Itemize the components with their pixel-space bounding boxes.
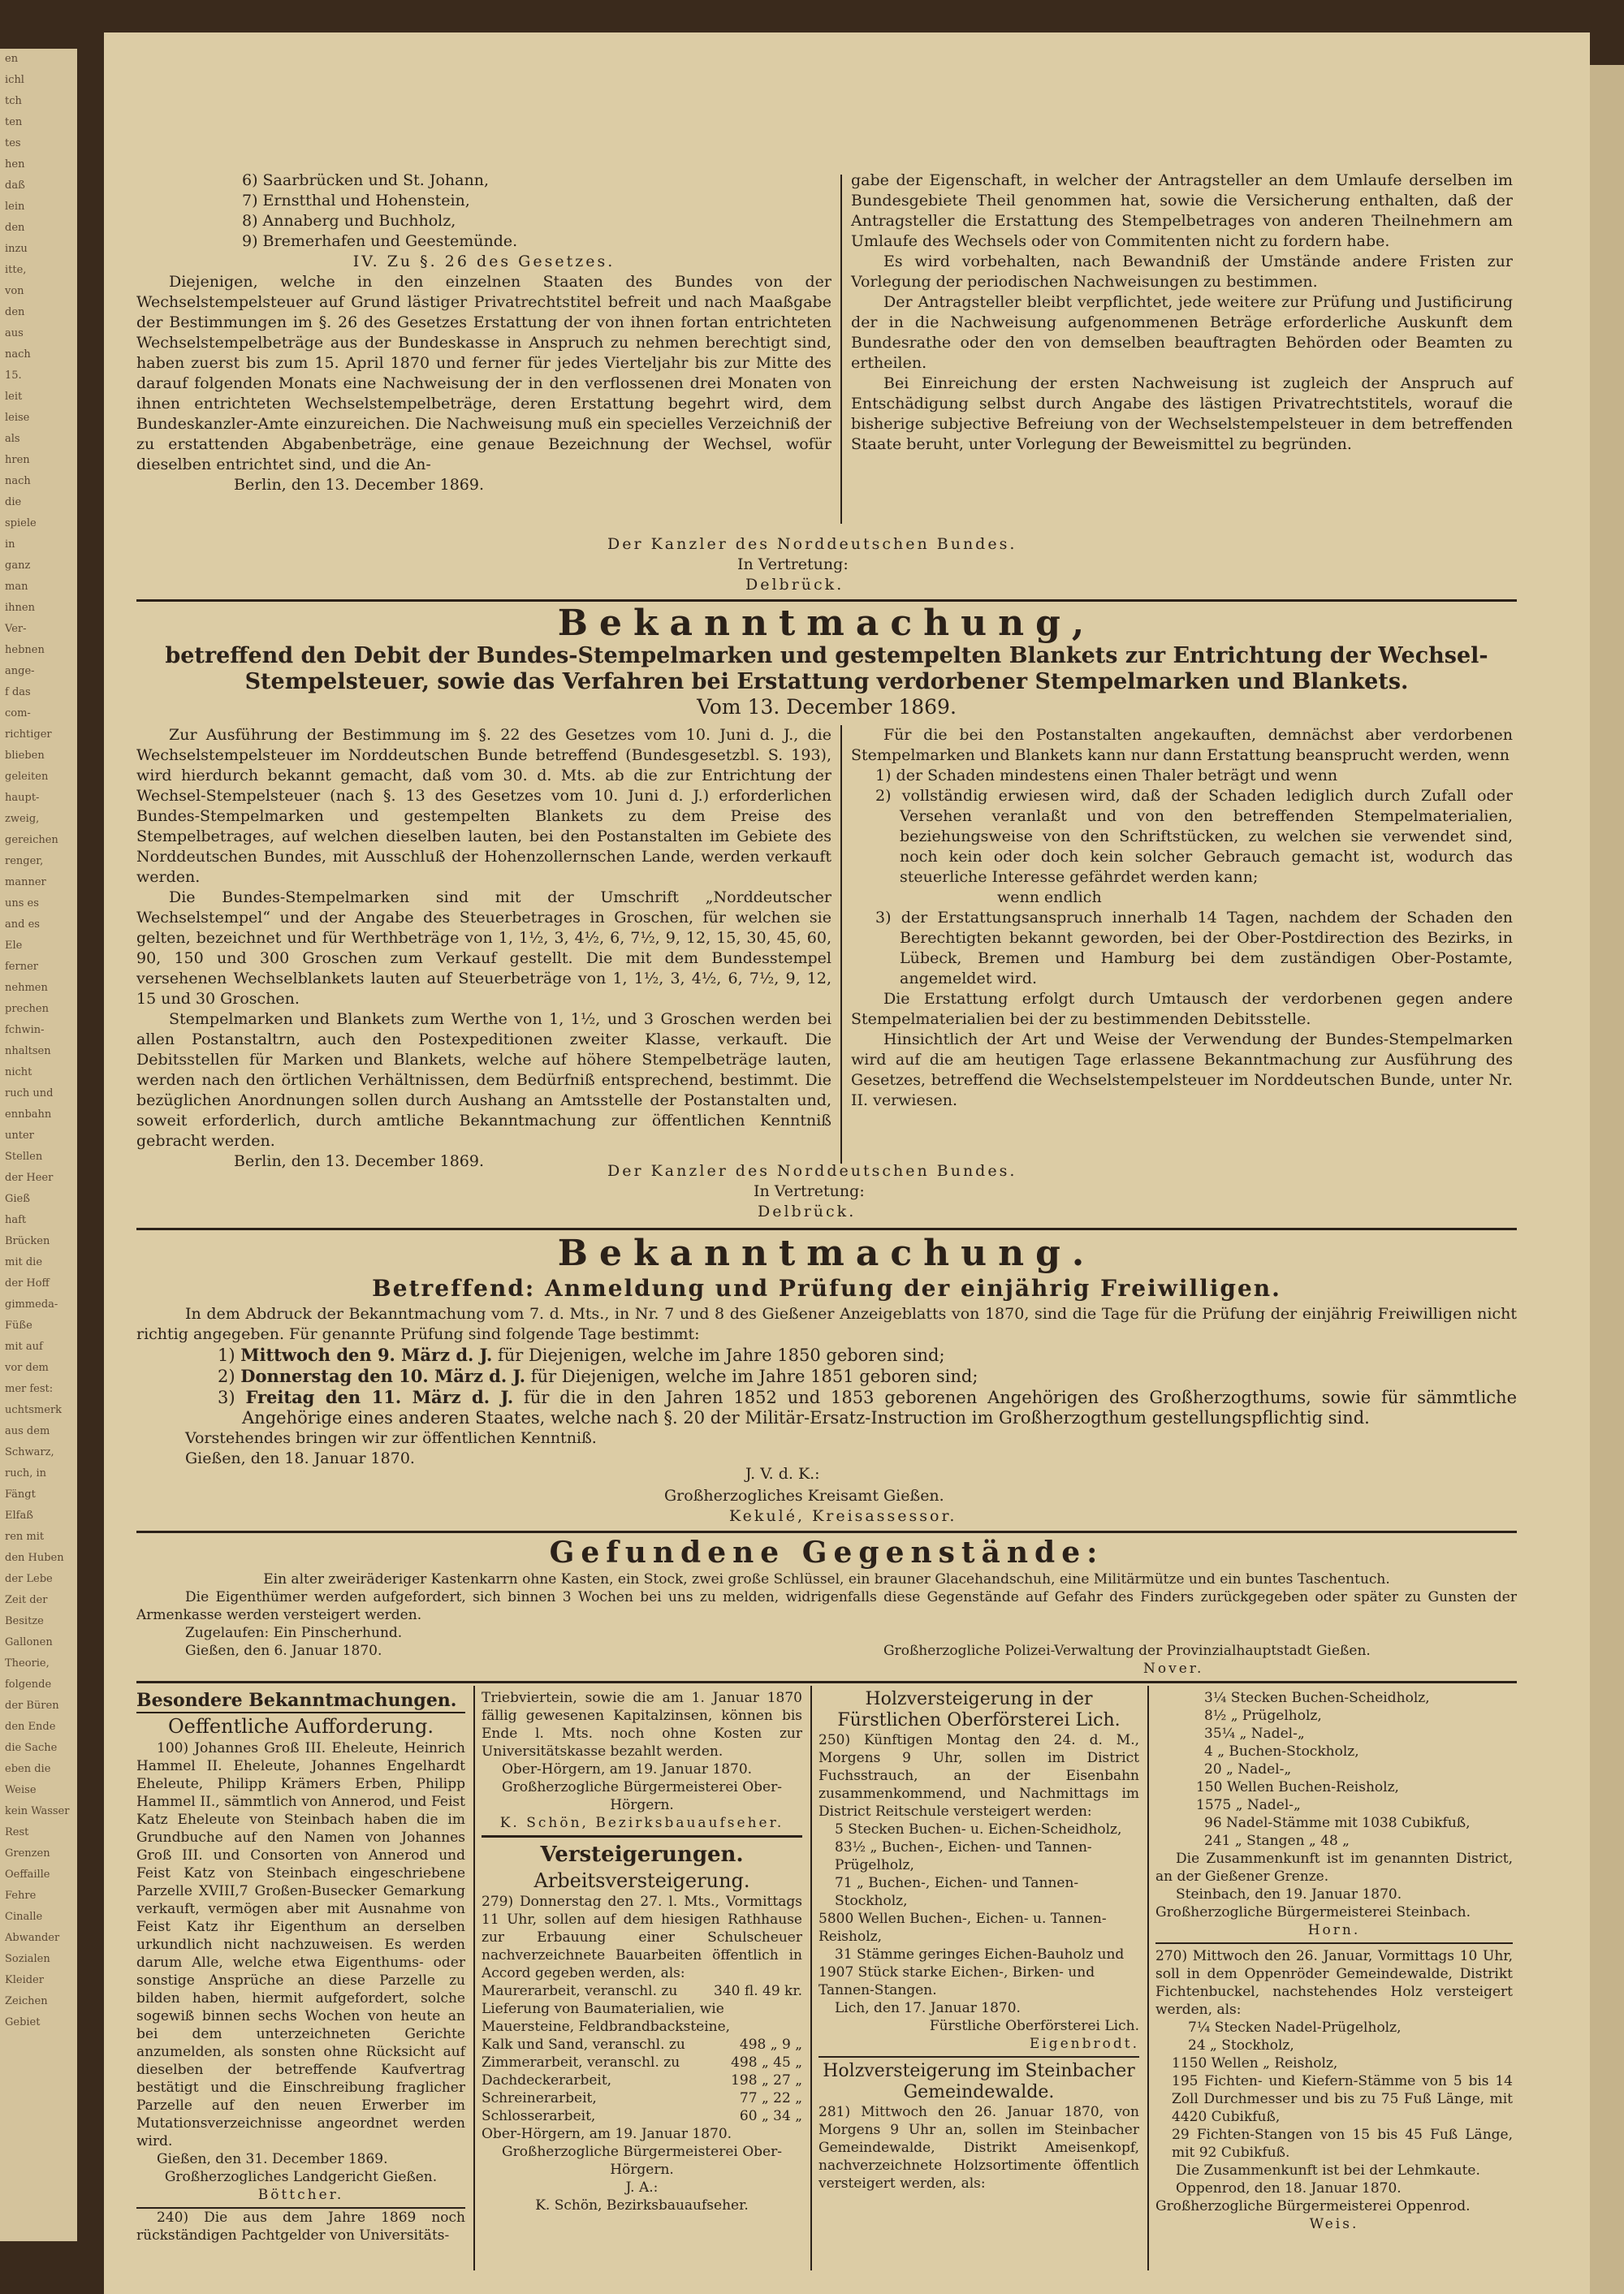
left-page-fragment: nehmen bbox=[5, 982, 48, 994]
left-page-fragment: den bbox=[5, 306, 25, 318]
signer-name: Delbrück. bbox=[745, 576, 844, 594]
paragraph: Zugelaufen: Ein Pinscherhund. bbox=[185, 1625, 403, 1641]
left-page-fragment: den Huben bbox=[5, 1552, 64, 1564]
left-page-fragment: ichl bbox=[5, 74, 24, 86]
left-page-fragment: ennbahn bbox=[5, 1108, 52, 1121]
paragraph: Ein alter zweiräderiger Kastenkarrn ohne Kasten, ein Stock, zwei große Schlüssel, ein brauner Glacehandschuh, eine Militärmütze und ein buntes Taschentuch. bbox=[263, 1571, 1390, 1588]
section-heading: Versteigerungen. bbox=[540, 1843, 744, 1867]
list-item: 31 Stämme geringes Eichen-Bauholz und bbox=[835, 1946, 1125, 1963]
left-page-fragment: Brücken bbox=[5, 1235, 50, 1247]
left-page-fragment: den Ende bbox=[5, 1721, 56, 1733]
left-page-fragment: man bbox=[5, 581, 28, 593]
left-page-fragment: der Büren bbox=[5, 1700, 59, 1712]
paragraph: Die Zusammenkunft ist im genannten District, an der Gießener Grenze. bbox=[1155, 1851, 1513, 1885]
subheading: Oeffentliche Aufforderung. bbox=[167, 1715, 434, 1738]
col4 bbox=[1155, 1689, 1513, 2233]
date: Oppenrod, den 18. Januar 1870. bbox=[1176, 2180, 1402, 2197]
left-page-fragment: eben die bbox=[5, 1763, 51, 1775]
divider bbox=[818, 2056, 1139, 2058]
left-page-fragment: ihnen bbox=[5, 602, 35, 614]
paragraph: Die Bundes-Stempelmarken sind mit der Umschrift „Norddeutscher Wechselstempel“ und der Angabe des Steuerbetrages in Groschen, für welchen sie gelten, bezeichnet und für Werthbeträge von 1, 1½, 3, 4½, 6, 7½, 9, 12, 15, 30, 45, 60, 90, 150 und 300 Groschen zum Verkauf gestellt. Die mit dem Bundesstempel versehenen Wechselblankets lauten auf Steuerbeträge von 1, 1½, 3, 4½, 6, 7½, 9, 12, 15 und 30 Groschen. bbox=[136, 888, 831, 1008]
left-page-fragment: ganz bbox=[5, 559, 31, 572]
left-page-fragment: Gieß bbox=[5, 1193, 30, 1205]
col1 bbox=[136, 1689, 465, 2244]
left-page-fragment: mit die bbox=[5, 1256, 43, 1268]
section-heading: IV. Zu §. 26 des Gesetzes. bbox=[352, 253, 615, 270]
paragraph: Stempelmarken und Blankets zum Werthe von 1, 1½, und 3 Groschen werden bei allen Postanstaltrn, auch den Postexpeditionen zweiter Klasse, verkauft. Die Debitsstellen für Marken und Blankets, welche auf höhere Stempelbeträge lauten, werden nach den örtlichen Verhältnissen, dem Bedürfniß entsprechend, bestimmt. Die bezüglichen Anordnungen sollen durch Aushang an Amtsstelle der Postanstalten und, soweit erforderlich, durch amtliche Bekanntmachung zur öffentlichen Kenntniß gebracht werden. bbox=[136, 1010, 831, 1150]
left-page-fragment: Schwarz, bbox=[5, 1446, 54, 1458]
left-page-fragment: Fängt bbox=[5, 1488, 36, 1501]
left-page-fragment: Zeit der bbox=[5, 1594, 48, 1606]
left-page-fragment: haft bbox=[5, 1214, 27, 1226]
section-heading: Holzversteigerung im Steinbacher Gemeindewalde. bbox=[823, 2061, 1135, 2102]
date: Ober-Hörgern, am 19. Januar 1870. bbox=[502, 1761, 753, 1778]
top-right-column bbox=[851, 171, 1513, 455]
left-page-fragment: kein Wasser bbox=[5, 1805, 70, 1817]
column-rule bbox=[840, 725, 842, 1164]
notice1-right-column bbox=[851, 725, 1513, 1111]
left-page-fragment: richtiger bbox=[5, 728, 52, 741]
signer-name: Delbrück. bbox=[758, 1203, 857, 1220]
left-page-fragment: tes bbox=[5, 137, 21, 149]
paragraph: Hinsichtlich der Art und Weise der Verwendung der Bundes-Stempelmarken wird auf die am heutigen Tage erlassene Bekanntmachung zur Ausführung des Gesetzes, betreffend die Wechselstempelsteuer im Norddeutschen Bunde, unter Nr. II. verwiesen. bbox=[851, 1030, 1513, 1109]
price-row: Lieferung von Baumaterialien, wie Mauersteine, Feldbrandbacksteine, Kalk und Sand, veranschl. zu 498 „ 9 „ bbox=[482, 2001, 802, 2053]
list-item: 2) vollständig erwiesen wird, daß der Schaden lediglich durch Zufall oder Versehen veranlaßt und von den betreffenden Stempelmaterialien, beziehungsweise von den Schriftstücken, zu welchen sie verwendet sind, noch kein oder doch kein solcher Gebrauch gemacht ist, wodurch das steuerliche Interesse gefährdet werden kann; bbox=[875, 787, 1513, 886]
left-page-margin bbox=[0, 49, 77, 2241]
left-page-fragment: Oeffaille bbox=[5, 1868, 50, 1881]
date-item: 2) Donnerstag den 10. März d. J. für Diejenigen, welche im Jahre 1851 geboren sind; bbox=[218, 1366, 978, 1386]
paragraph: 240) Die aus dem Jahre 1869 noch rückständigen Pachtgelder von Universitäts- bbox=[136, 2210, 465, 2244]
notice-subtitle: Stempelsteuer, sowie das Verfahren bei Erstattung verdorbener Stempelmarken und Blankets. bbox=[244, 669, 1409, 694]
in-vertretung: In Vertretung: bbox=[754, 1182, 865, 1200]
left-page-fragment: Stellen bbox=[5, 1151, 43, 1163]
authority: Großherzogliche Bürgermeisterei Ober-Hörgern. bbox=[502, 1779, 782, 1813]
list-item: 24 „ Stockholz, bbox=[1188, 2037, 1294, 2054]
signature: Der Kanzler des Norddeutschen Bundes. bbox=[607, 535, 1017, 553]
left-page-fragment: mer fest: bbox=[5, 1383, 54, 1395]
authority: Großherzogliches Kreisamt Gießen. bbox=[664, 1487, 944, 1505]
left-page-fragment: nhaltsen bbox=[5, 1045, 51, 1057]
date-item: 3) Freitag den 11. März d. J. für die in den Jahren 1852 und 1853 geborenen Angehörigen des Großherzogthums, sowie für sämmtliche Angehörige eines anderen Staates, welche nach §. 20 der Militär-Ersatz-Instruction im Großherzogthum gestellungspflichtig sind. bbox=[218, 1387, 1517, 1428]
left-page-fragment: f das bbox=[5, 686, 31, 698]
paragraph: Die Eigenthümer werden aufgefordert, sich binnen 3 Wochen bei uns zu melden, widrigenfalls diese Gegenstände auf Gefahr des Finders zurückgegeben oder später zu Gunsten der Armenkasse werden versteigert werden. bbox=[136, 1589, 1517, 1623]
subheading: Arbeitsversteigerung. bbox=[533, 1869, 750, 1892]
list-item: 7¼ Stecken Nadel-Prügelholz, bbox=[1188, 2020, 1402, 2036]
notice1-left-column bbox=[136, 725, 831, 1172]
left-page-fragment: ten bbox=[5, 116, 23, 128]
price-row: Schreinerarbeit, 77 „ 22 „ bbox=[482, 2090, 802, 2106]
left-page-fragment: ange- bbox=[5, 665, 35, 677]
price-row: Schlosserarbeit, 60 „ 34 „ bbox=[482, 2108, 802, 2124]
signature: Der Kanzler des Norddeutschen Bundes. bbox=[607, 1162, 1017, 1180]
section-heading: Holzversteigerung in der Fürstlichen Oberförsterei Lich. bbox=[837, 1689, 1121, 1730]
left-page-fragment: die bbox=[5, 496, 22, 508]
notice2-body bbox=[136, 1304, 1517, 1469]
section-divider bbox=[136, 1228, 1517, 1230]
notice-title: Bekanntmachung, bbox=[557, 603, 1096, 644]
date: Steinbach, den 19. Januar 1870. bbox=[1176, 1886, 1402, 1903]
left-page-fragment: hebnen bbox=[5, 644, 45, 656]
left-page-fragment: Theorie, bbox=[5, 1657, 50, 1670]
section-divider bbox=[136, 1531, 1517, 1533]
left-page-fragment: nach bbox=[5, 475, 31, 487]
newspaper-page bbox=[104, 32, 1590, 2294]
in-vertretung: In Vertretung: bbox=[737, 555, 849, 573]
divider bbox=[482, 1835, 802, 1838]
list-item: 9) Bremerhafen und Geestemünde. bbox=[242, 232, 518, 250]
ivdk: J. V. d. K.: bbox=[745, 1465, 820, 1483]
left-page-fragment: gereichen bbox=[5, 834, 58, 846]
list-item: 1575 „ Nadel-„ bbox=[1196, 1797, 1301, 1813]
list-item: 71 „ Buchen-, Eichen- und Tannen-Stockholz, bbox=[835, 1875, 1079, 1909]
left-page-fragment: blieben bbox=[5, 750, 45, 762]
date: Berlin, den 13. December 1869. bbox=[234, 476, 484, 494]
left-page-fragment: and es bbox=[5, 918, 40, 931]
left-page-fragment: 15. bbox=[5, 369, 22, 382]
left-page-fragment: in bbox=[5, 538, 15, 551]
authority: Großherzogliche Bürgermeisterei Oppenrod. bbox=[1155, 2198, 1471, 2214]
list-item: 83½ „ Buchen-, Eichen- und Tannen-Prügelholz, bbox=[835, 1839, 1092, 1873]
signer-name: K. Schön, Bezirksbauaufseher. bbox=[535, 2197, 749, 2214]
left-page-fragment: Zeichen bbox=[5, 1995, 48, 2007]
list-item: 3¼ Stecken Buchen-Scheidholz, bbox=[1204, 1690, 1430, 1706]
section-divider bbox=[136, 1681, 1517, 1683]
left-page-fragment: Fehre bbox=[5, 1890, 37, 1902]
left-page-fragment: leise bbox=[5, 412, 30, 424]
date: Gießen, den 18. Januar 1870. bbox=[185, 1449, 415, 1467]
left-page-fragment: Gebiet bbox=[5, 2016, 41, 2028]
paragraph: Bei Einreichung der ersten Nachweisung ist zugleich der Anspruch auf Entschädigung selbst durch Angabe des lästigen Privatrechtstitels, worauf die bisherige subjective Befreiung von der Wechselstempelsteuer in dem betreffenden Staate beruht, unter Vorlegung der Beweismittel zu begründen. bbox=[851, 374, 1513, 453]
price-row: Dachdeckerarbeit, 198 „ 27 „ bbox=[482, 2072, 802, 2089]
authority: Fürstliche Oberförsterei Lich. bbox=[929, 2018, 1139, 2034]
list-item: 3) der Erstattungsanspruch innerhalb 14 Tagen, nachdem der Schaden den Berechtigten bekannt geworden, bei der Ober-Postdirection des Bezirks, in Lübeck, Bremen und Hamburg bei dem zuständigen Ober-Postamte, angemeldet wird. bbox=[875, 909, 1513, 987]
left-page-fragment: uns es bbox=[5, 897, 39, 909]
price-row: Maurerarbeit, veranschl. zu 340 fl. 49 kr. bbox=[482, 1983, 802, 1999]
left-page-fragment: Kleider bbox=[5, 1974, 44, 1986]
left-page-fragment: gimmeda- bbox=[5, 1298, 58, 1311]
column-rule bbox=[1147, 1686, 1149, 2270]
left-page-fragment: Grenzen bbox=[5, 1847, 50, 1860]
left-page-fragment: der Heer bbox=[5, 1172, 54, 1184]
left-page-fragment: aus dem bbox=[5, 1425, 50, 1437]
left-page-fragment: Sozialen bbox=[5, 1953, 50, 1965]
date: Lich, den 17. Januar 1870. bbox=[835, 2000, 1021, 2016]
left-page-fragment: nach bbox=[5, 348, 31, 361]
left-page-fragment: haupt- bbox=[5, 792, 40, 804]
authority: Großherzogliche Bürgermeisterei Steinbach. bbox=[1155, 1904, 1471, 1920]
left-page-fragment: geleiten bbox=[5, 771, 49, 783]
list-item: 1150 Wellen „ Reisholz, bbox=[1172, 2055, 1338, 2072]
authority: Großherzogliche Bürgermeisterei Ober-Hörgern. bbox=[502, 2144, 782, 2178]
list-item: 6) Saarbrücken und St. Johann, bbox=[242, 171, 489, 189]
paragraph: Diejenigen, welche in den einzelnen Staaten des Bundes von der Wechselstempelsteuer auf Grund lästiger Privatrechtstitel befreit und nach Maaßgabe der Bestimmungen im §. 26 des Gesetzes Erstattung der von ihnen fortan entrichteten Wechselstempelbeträge aus der Bundeskasse in Anspruch zu nehmen berechtigt sind, haben zuerst bis zum 15. April 1870 und ferner für jedes Vierteljahr bis zur Mitte des darauf folgenden Monats eine Nachweisung der in den verflossenen drei Monaten von ihnen entrichteten Wechselstempelbeträge, deren Erstattung begehrt wird, dem Bundeskanzler-Amte einzureichen. Die Nachweisung muß ein specielles Verzeichniß der zu erstattenden Abgabenbeträge, eine genaue Bezeichnung der Wechsel, wofür dieselben entrichtet sind, und die An- bbox=[136, 273, 831, 473]
ja: J. A.: bbox=[625, 2180, 659, 2196]
left-page-fragment: von bbox=[5, 285, 24, 297]
paragraph: 279) Donnerstag den 27. l. Mts., Vormittags 11 Uhr, sollen auf dem hiesigen Rathhause zur Erbauung einer Schulscheuer nachverzeichnete Bauarbeiten öffentlich in Accord gegeben werden, als: bbox=[482, 1894, 802, 1981]
left-page-fragment: leit bbox=[5, 391, 23, 403]
list-item: 7) Ernstthal und Hohenstein, bbox=[242, 192, 470, 210]
left-page-fragment: als bbox=[5, 433, 20, 445]
left-page-fragment: en bbox=[5, 53, 19, 65]
signer-name: K. Schön, Bezirksbauaufseher. bbox=[499, 1815, 784, 1831]
left-page-fragment: Cinalle bbox=[5, 1911, 43, 1923]
left-page-fragment: manner bbox=[5, 876, 46, 888]
signer-name: Horn. bbox=[1307, 1922, 1361, 1938]
left-page-fragment: aus bbox=[5, 327, 24, 339]
wenn-endlich: wenn endlich bbox=[997, 888, 1102, 906]
signer-name: Nover. bbox=[1143, 1661, 1204, 1677]
column-rule bbox=[810, 1686, 812, 2270]
signer-name: Eigenbrodt. bbox=[1029, 2036, 1139, 2052]
left-page-fragment: ferner bbox=[5, 961, 38, 973]
left-page-fragment: lein bbox=[5, 201, 25, 213]
list-item: 1) der Schaden mindestens einen Thaler beträgt und wenn bbox=[875, 767, 1338, 784]
date-item: 1) Mittwoch den 9. März d. J. für Diejenigen, welche im Jahre 1850 geboren sind; bbox=[218, 1345, 945, 1365]
divider bbox=[1155, 1942, 1513, 1944]
paragraph: Der Antragsteller bleibt verpflichtet, jede weitere zur Prüfung und Justificirung der in die Nachweisung aufgenommenen Beträge erforderliche Auskunft dem Bundesrathe oder den von demselben beauftragten Behörden oder Beamten zu ertheilen. bbox=[851, 293, 1513, 372]
paragraph: Zur Ausführung der Bestimmung im §. 22 des Gesetzes vom 10. Juni d. J., die Wechselstempelsteuer im Norddeutschen Bunde betreffend (Bundesgesetzbl. S. 193), wird hierdurch bekannt gemacht, daß vom 30. d. Mts. ab die zur Entrichtung der Wechsel-Stempelsteuer (nach §. 13 des Gesetzes vom 10. Juni d. J.) erforderlichen Bundes-Stempelmarken und gestempelten Blankets zu dem Preise des Stempelbetrages, auf welchen dieselben lauten, bei den Postanstalten im Gebiete des Norddeutschen Bundes, mit Ausschluß der Hohenzollernschen Lande, werden verkauft werden. bbox=[136, 726, 831, 886]
list-item: 35¼ „ Nadel-„ bbox=[1204, 1726, 1305, 1742]
left-page-fragment: Abwander bbox=[5, 1932, 60, 1944]
column-rule bbox=[473, 1686, 475, 2270]
authority: Großherzogliches Landgericht Gießen. bbox=[164, 2169, 438, 2185]
paragraph: Die Erstattung erfolgt durch Umtausch der verdorbenen gegen andere Stempelmaterialien bei der zu bestimmenden Debitsstelle. bbox=[851, 990, 1513, 1028]
notice-date: Vom 13. December 1869. bbox=[697, 695, 957, 719]
list-item: 20 „ Nadel-„ bbox=[1204, 1761, 1292, 1778]
list-item: 8) Annaberg und Buchholz, bbox=[242, 212, 456, 230]
authority: Großherzogliche Polizei-Verwaltung der Provinzialhauptstadt Gießen. bbox=[883, 1643, 1371, 1659]
left-page-fragment: zweig, bbox=[5, 813, 40, 825]
left-page-fragment: uchtsmerk bbox=[5, 1404, 63, 1416]
left-page-fragment: spiele bbox=[5, 517, 37, 529]
left-page-fragment: renger, bbox=[5, 855, 44, 867]
paragraph: gabe der Eigenschaft, in welcher der Antragsteller an dem Umlaufe derselben im Bundesgebiete Theil genommen hat, sowie die Versicherung enthalten, daß der Antragsteller die Erstattung des Stempelbetrages von anderen Theilnehmern am Umlaufe des Wechsels oder von Commitenten nicht zu fordern habe. bbox=[851, 171, 1513, 250]
left-page-fragment: inzu bbox=[5, 243, 28, 255]
paragraph: 100) Johannes Groß III. Eheleute, Heinrich Hammel II. Eheleute, Johannes Engelhardt Eheleute, Philipp Krämers Erben, Philipp Hammel II., sämmtlich von Annerod, und Feist Katz Eheleute von Steinbach haben die im Grundbuche auf den Namen von Johannes Groß III. und Consorten von Annerod und Feist Katz von Steinbach eingeschriebene Parzelle XVIII,7 Großen-Busecker Gemarkung verkauft, vermögen aber mit Ausnahme von Feist Katz ihr Eigenthum an derselben urkundlich nicht nachzuweisen. Es werden darum Alle, welche etwa Eigenthums- oder sonstige Ansprüche an diese Parzelle zu bilden haben, hiermit aufgefordert, solche sogewiß binnen sechs Wochen von heute an bei dem unterzeichneten Gerichte anzumelden, als sonsten ohne Rücksicht auf dieselben der betreffende Kaufvertrag bestätigt und die Einschreibung fraglicher Parzelle auf den neuen Erwerber im Mutationsverzeichnisse angeordnet werden wird. bbox=[136, 1740, 465, 2149]
paragraph: Für die bei den Postanstalten angekauften, demnächst aber verdorbenen Stempelmarken und Blankets kann nur dann Erstattung beansprucht werden, wenn bbox=[851, 726, 1513, 764]
paragraph: Es wird vorbehalten, nach Bewandniß der Umstände andere Fristen zur Vorlegung der periodischen Nachweisungen zu bestimmen. bbox=[851, 253, 1513, 291]
notice-subtitle: betreffend den Debit der Bundes-Stempelmarken und gestempelten Blankets zur Entrichtung der Wechsel- bbox=[165, 643, 1488, 668]
paragraph: Triebviertein, sowie die am 1. Januar 1870 fällig gewesenen Kapitalzinsen, können bis Ende l. Mts. noch ohne Kosten zur Universitätskasse bezahlt werden. bbox=[482, 1690, 802, 1760]
section-divider bbox=[136, 599, 1517, 602]
left-page-fragment: Gallonen bbox=[5, 1636, 53, 1648]
left-page-fragment: der Hoff bbox=[5, 1277, 50, 1290]
date: Ober-Hörgern, am 19. Januar 1870. bbox=[482, 2126, 732, 2142]
left-page-fragment: hren bbox=[5, 454, 30, 466]
signer-name: Böttcher. bbox=[257, 2187, 344, 2203]
notice-title: Gefundene Gegenstände: bbox=[549, 1536, 1104, 1570]
date: Berlin, den 13. December 1869. bbox=[234, 1152, 484, 1170]
price-list bbox=[482, 1982, 802, 2125]
left-page-fragment: Ver- bbox=[5, 623, 27, 635]
left-page-fragment: itte, bbox=[5, 264, 27, 276]
col2 bbox=[482, 1689, 802, 2214]
top-left-column bbox=[136, 171, 831, 495]
left-page-fragment: der Lebe bbox=[5, 1573, 53, 1585]
left-page-fragment: Weise bbox=[5, 1784, 37, 1796]
paragraph: In dem Abdruck der Bekanntmachung vom 7. d. Mts., in Nr. 7 und 8 des Gießener Anzeigeblatts von 1870, sind die Tage für die Prüfung der einjährig Freiwilligen nicht richtig angegeben. Für genannte Prüfung sind folgende Tage bestimmt: bbox=[136, 1305, 1517, 1343]
left-page-fragment: Ele bbox=[5, 940, 23, 952]
left-page-fragment: hen bbox=[5, 158, 25, 171]
paragraph: 270) Mittwoch den 26. Januar, Vormittags 10 Uhr, soll in dem Oppenröder Gemeindewalde, Distrikt Fichtenbuckel, nachstehendes Holz versteigert werden, als: bbox=[1155, 1948, 1513, 2018]
left-page-fragment: com- bbox=[5, 707, 31, 719]
col3 bbox=[818, 1689, 1139, 2192]
list-item: 150 Wellen Buchen-Reisholz, bbox=[1196, 1779, 1399, 1795]
right-page-edge bbox=[1587, 65, 1624, 2294]
paragraph: 250) Künftigen Montag den 24. d. M., Morgens 9 Uhr, sollen im District Fuchsstrauch, an der Eisenbahn zusammenkommend, und Nachmittags im District Reitschule versteigert werden: bbox=[818, 1732, 1139, 1820]
left-page-fragment: daß bbox=[5, 179, 25, 192]
closing: Vorstehendes bringen wir zur öffentlichen Kenntniß. bbox=[185, 1429, 597, 1447]
column-rule bbox=[840, 175, 842, 524]
left-page-fragment: Rest bbox=[5, 1826, 29, 1838]
price-row: Zimmerarbeit, veranschl. zu 498 „ 45 „ bbox=[482, 2054, 802, 2071]
left-page-fragment: folgende bbox=[5, 1678, 52, 1691]
left-page-fragment: tch bbox=[5, 95, 22, 107]
left-page-fragment: fchwin- bbox=[5, 1024, 45, 1036]
left-page-fragment: Elfaß bbox=[5, 1510, 33, 1522]
left-page-fragment: ruch, in bbox=[5, 1467, 47, 1480]
list-item: 29 Fichten-Stangen von 15 bis 45 Fuß Länge, mit 92 Cubikfuß. bbox=[1172, 2127, 1513, 2161]
list-item: 8½ „ Prügelholz, bbox=[1204, 1708, 1322, 1724]
left-page-fragment: den bbox=[5, 222, 25, 234]
notice-title: Bekanntmachung. bbox=[557, 1233, 1096, 1274]
left-page-fragment: mit auf bbox=[5, 1341, 43, 1353]
list-item: 195 Fichten- und Kiefern-Stämme von 5 bis 14 Zoll Durchmesser und bis zu 75 Fuß Länge, mit 4420 Cubikfuß, bbox=[1172, 2073, 1513, 2125]
paragraph: 281) Mittwoch den 26. Januar 1870, von Morgens 9 Uhr an, sollen im Steinbacher Gemeindewalde, Distrikt Ameisenkopf, nachverzeichnete Holzsortimente öffentlich versteigert werden, als: bbox=[818, 2104, 1139, 2192]
signer-name: Weis. bbox=[1309, 2216, 1359, 2232]
left-page-fragment: vor dem bbox=[5, 1362, 49, 1374]
paragraph: Die Zusammenkunft ist bei der Lehmkaute. bbox=[1176, 2162, 1480, 2179]
signer-name: Kekulé, Kreisassessor. bbox=[729, 1507, 957, 1525]
left-page-fragment: prechen bbox=[5, 1003, 49, 1015]
list-item: 5 Stecken Buchen- u. Eichen-Scheidholz, bbox=[835, 1821, 1122, 1838]
left-page-fragment: ren mit bbox=[5, 1531, 45, 1543]
left-page-fragment: die Sache bbox=[5, 1742, 58, 1754]
list-item: 241 „ Stangen „ 48 „ bbox=[1204, 1833, 1350, 1849]
left-page-fragment: nicht bbox=[5, 1066, 32, 1078]
list-item: 96 Nadel-Stämme mit 1038 Cubikfuß, bbox=[1204, 1815, 1471, 1831]
left-page-fragment: Besitze bbox=[5, 1615, 44, 1627]
date: Gießen, den 6. Januar 1870. bbox=[185, 1643, 382, 1659]
date: Gießen, den 31. December 1869. bbox=[157, 2151, 388, 2167]
left-page-fragment: unter bbox=[5, 1130, 34, 1142]
section-heading: Besondere Bekanntmachungen. bbox=[136, 1689, 465, 1713]
list-item: 1907 Stück starke Eichen-, Birken- und Tannen-Stangen. bbox=[818, 1964, 1095, 1998]
left-page-fragment: Füße bbox=[5, 1320, 32, 1332]
left-page-fragment: ruch und bbox=[5, 1087, 54, 1099]
notice-subtitle: Betreffend: Anmeldung und Prüfung der einjährig Freiwilligen. bbox=[372, 1275, 1281, 1302]
list-item: 4 „ Buchen-Stockholz, bbox=[1204, 1743, 1359, 1760]
list-item: 5800 Wellen Buchen-, Eichen- u. Tannen-Reisholz, bbox=[818, 1911, 1107, 1945]
